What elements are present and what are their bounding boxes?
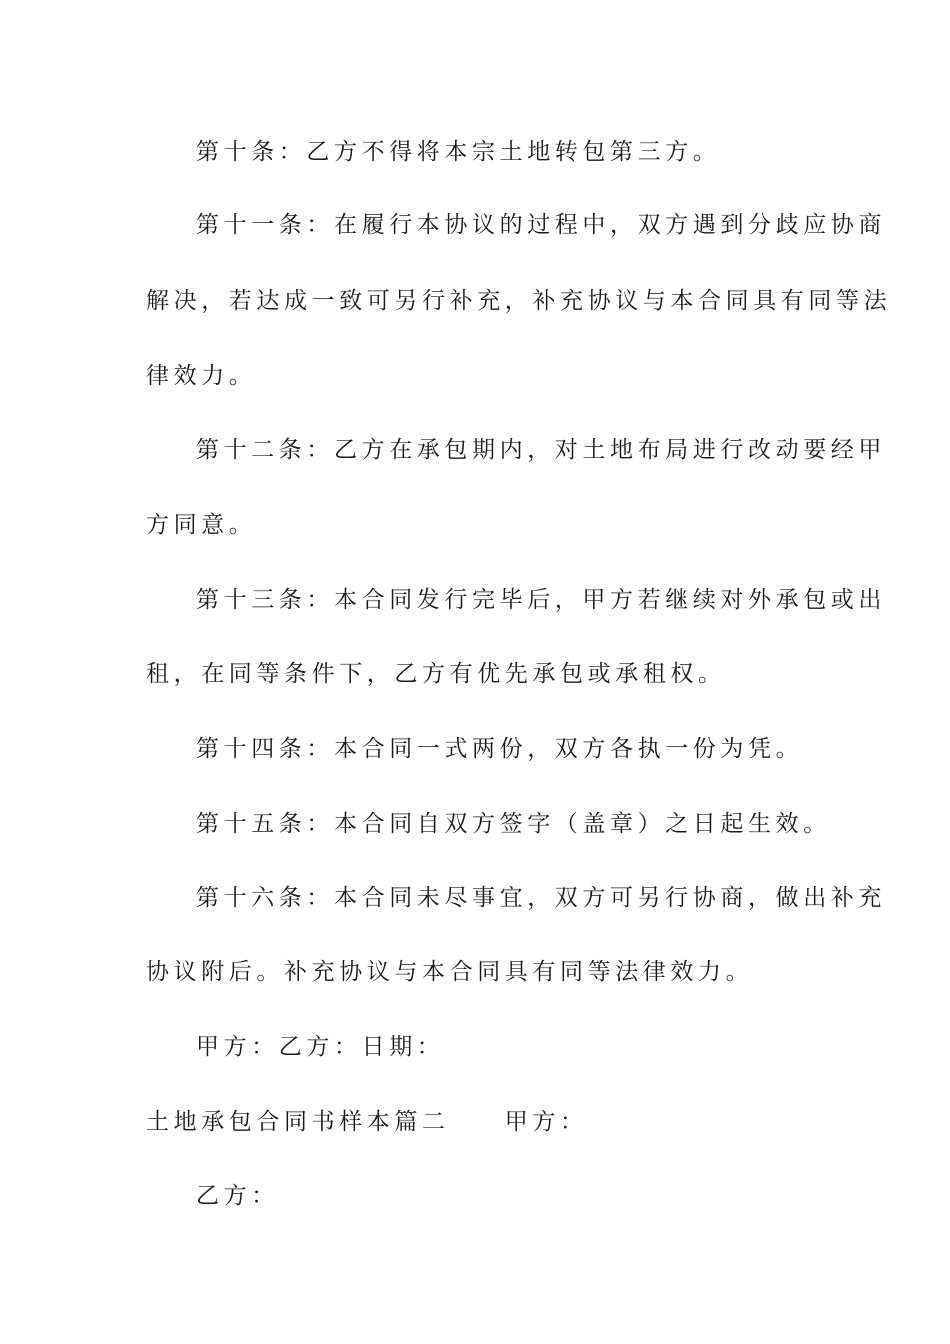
clause-16-line-2: 协议附后。补充协议与本合同具有同等法律效力。 xyxy=(146,959,754,985)
clause-12-line-1: 第十二条：乙方在承包期内，对土地布局进行改动要经甲 xyxy=(196,437,886,463)
section-heading-part-two: 土地承包合同书样本篇二 甲方： xyxy=(146,1109,588,1135)
clause-14: 第十四条：本合同一式两份，双方各执一份为凭。 xyxy=(196,736,804,762)
clause-15: 第十五条：本合同自双方签字（盖章）之日起生效。 xyxy=(196,811,831,837)
signature-line: 甲方：乙方：日期： xyxy=(196,1034,445,1060)
clause-13-line-2: 租，在同等条件下，乙方有优先承包或承租权。 xyxy=(146,661,726,687)
clause-10: 第十条：乙方不得将本宗土地转包第三方。 xyxy=(196,139,721,165)
clause-11-line-3: 律效力。 xyxy=(146,363,257,389)
clause-16-line-1: 第十六条：本合同未尽事宜，双方可另行协商，做出补充 xyxy=(196,885,886,911)
clause-11-line-1: 第十一条：在履行本协议的过程中，双方遇到分歧应协商 xyxy=(196,212,886,238)
clause-11-line-2: 解决，若达成一致可另行补充，补充协议与本合同具有同等法 xyxy=(146,288,892,314)
clause-12-line-2: 方同意。 xyxy=(146,512,257,538)
clause-13-line-1: 第十三条：本合同发行完毕后，甲方若继续对外承包或出 xyxy=(196,587,886,613)
party-b-label: 乙方： xyxy=(196,1183,279,1209)
